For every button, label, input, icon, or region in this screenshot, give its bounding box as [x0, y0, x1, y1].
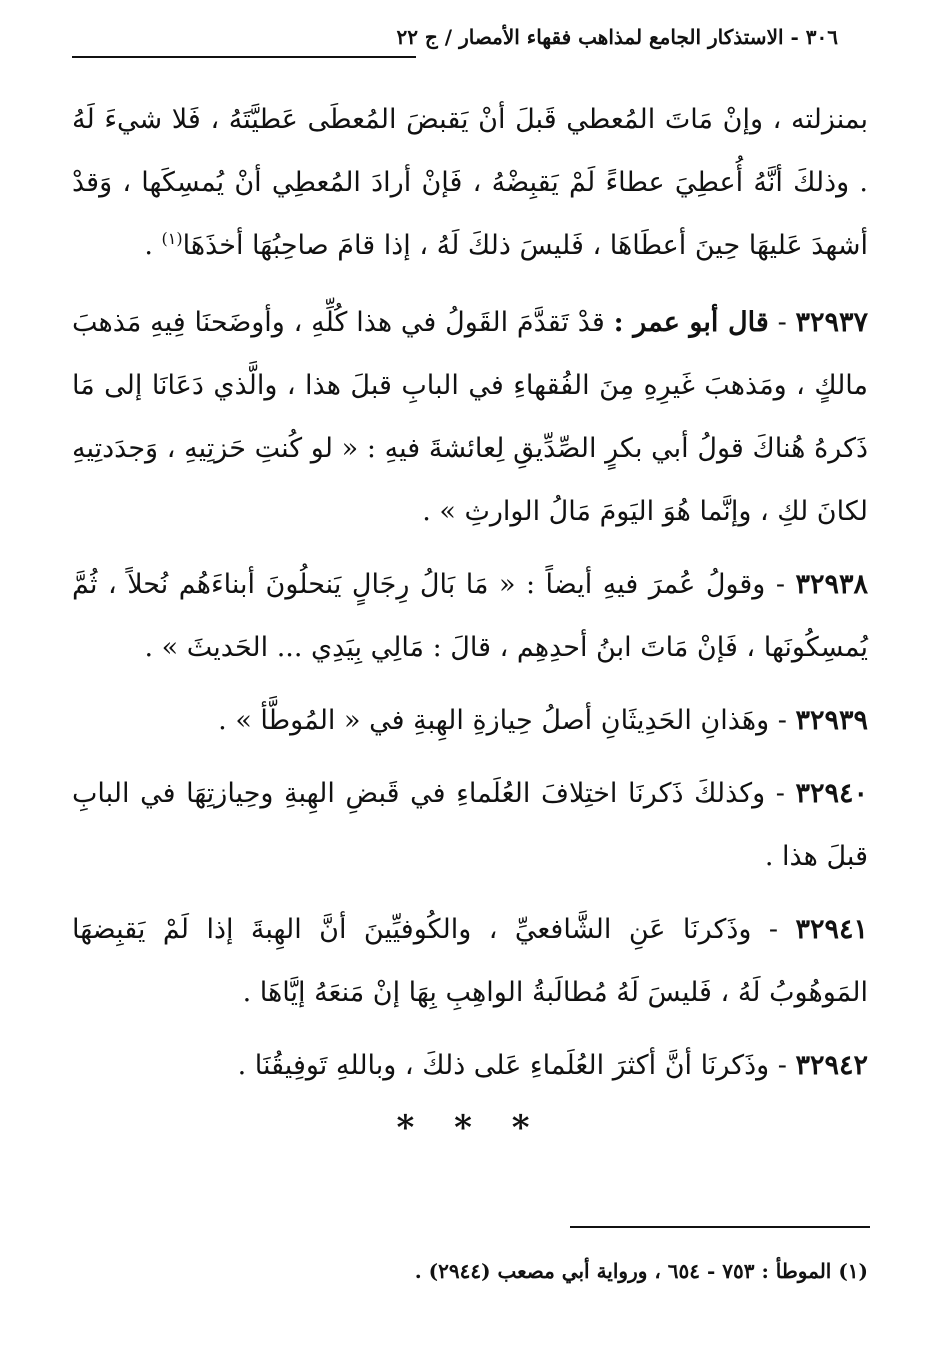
paragraph-number: ٣٢٩٣٩: [795, 705, 868, 736]
paragraph-32940: ٣٢٩٤٠ - وكذلكَ ذَكرنَا اختِلافَ العُلَماءِ في قَبضِ الهِبةِ وحِيازتِهَا في البابِ قبلَ هذا .: [72, 778, 868, 872]
paragraph-text: وقولُ عُمرَ فيهِ أيضاً : « مَا بَالُ رِجَالٍ يَنحلُونَ أبناءَهُم نُحلاً ، ثُمَّ يُمسِكُونَها ، فَإنْ مَاتَ ابنُ أحدِهِم ، قالَ : مَالِي بِيَدِي ... الحَديثَ » .: [72, 569, 868, 663]
paragraph-number: ٣٢٩٤١: [795, 914, 868, 945]
paragraph-text: وكذلكَ ذَكرنَا اختِلافَ العُلَماءِ في قَبضِ الهِبةِ وحِيازتِهَا في البابِ قبلَ هذا .: [72, 778, 868, 872]
paragraph-32939: ٣٢٩٣٩ - وهَذانِ الحَدِيثَانِ أصلُ حِيازةِ الهِبةِ في « المُوطَّأ » .: [218, 705, 868, 736]
footnote-marker[interactable]: (١): [161, 229, 183, 248]
paragraph-32942: ٣٢٩٤٢ - وذَكرنَا أنَّ أكثرَ العُلَماءِ عَلى ذلكَ ، وباللهِ تَوفِيقُنَا .: [237, 1050, 868, 1081]
paragraph-number: ٣٢٩٣٨: [795, 569, 868, 600]
paragraph-number: ٣٢٩٤٠: [795, 778, 868, 809]
paragraph-text: وهَذانِ الحَدِيثَانِ أصلُ حِيازةِ الهِبةِ في « المُوطَّأ » .: [218, 705, 770, 736]
section-separator: * * *: [396, 1108, 544, 1148]
speaker-label: قال أبو عمر :: [613, 307, 769, 338]
running-header: ٣٠٦ - الاستذكار الجامع لمذاهب فقهاء الأمصار / ج ٢٢: [396, 25, 838, 49]
footnote-rule: [570, 1226, 870, 1228]
paragraph-number: ٣٢٩٣٧: [795, 307, 869, 338]
paragraph-32941: ٣٢٩٤١ - وذَكرنَا عَنِ الشَّافعيِّ ، والكُوفيِّينَ أنَّ الهِبةَ إذا لَمْ يَقبِضهَا المَوهُوبُ لَهُ ، فَليسَ لَهُ مُطالَبةُ الواهِبِ بِهَا إنْ مَنعَهُ إيَّاهَا .: [72, 914, 868, 1008]
paragraph-tail: .: [144, 230, 162, 261]
footnote: (١) الموطأ : ٧٥٣ - ٦٥٤ ، ورواية أبي مصعب (٢٩٤٤) .: [414, 1259, 868, 1283]
paragraph-32937: ٣٢٩٣٧ - قال أبو عمر : قدْ تَقدَّمَ القَولُ في هذا كُلِّهِ ، وأوضَحنَا فِيهِ مَذهبَ مالكٍ ، ومَذهبَ غَيرِهِ مِنَ الفُقهاءِ في البابِ قبلَ هذا ، والَّذي دَعَانَا إلى مَا ذَكرهُ هُناكَ قولُ أبي بكرٍ الصِّدِّيقِ لِعائشةَ فيهِ : « لو كُنتِ حَزتِيهِ ، وَجدَدتِيهِ لكانَ لكِ ، وإنَّما هُوَ اليَومَ مَالُ الوارثِ » .: [72, 307, 869, 527]
paragraph-number: ٣٢٩٤٢: [795, 1050, 868, 1081]
paragraph-text: وذَكرنَا أنَّ أكثرَ العُلَماءِ عَلى ذلكَ ، وباللهِ تَوفِيقُنَا .: [237, 1050, 770, 1081]
main-text: [72, 88, 868, 1107]
paragraph-continuation: [72, 88, 868, 277]
header-rule: [72, 56, 416, 58]
paragraph-32938: ٣٢٩٣٨ - وقولُ عُمرَ فيهِ أيضاً : « مَا بَالُ رِجَالٍ يَنحلُونَ أبناءَهُم نُحلاً ، ثُمَّ يُمسِكُونَها ، فَإنْ مَاتَ ابنُ أحدِهِم ، قالَ : مَالِي بِيَدِي ... الحَديثَ » .: [72, 569, 868, 663]
paragraph-text: وذَكرنَا عَنِ الشَّافعيِّ ، والكُوفيِّينَ أنَّ الهِبةَ إذا لَمْ يَقبِضهَا المَوهُوبُ لَهُ ، فَليسَ لَهُ مُطالَبةُ الواهِبِ بِهَا إنْ مَنعَهُ إيَّاهَا .: [72, 914, 868, 1008]
paragraph-text: قدْ تَقدَّمَ القَولُ في هذا كُلِّهِ ، وأوضَحنَا فِيهِ مَذهبَ مالكٍ ، ومَذهبَ غَيرِهِ مِنَ الفُقهاءِ في البابِ قبلَ هذا ، والَّذي دَعَانَا إلى مَا ذَكرهُ هُناكَ قولُ أبي بكرٍ الصِّدِّيقِ لِعائشةَ فيهِ : « لو كُنتِ حَزتِيهِ ، وَجدَدتِيهِ لكانَ لكِ ، وإنَّما هُوَ اليَومَ مَالُ الوارثِ » .: [72, 307, 868, 527]
paragraph-text: بمنزلته ، وإنْ مَاتَ المُعطي قَبلَ أنْ يَقبضَ المُعطَى عَطيَّتَهُ ، فَلا شيءَ لَهُ . وذلكَ أنَّهُ أُعطِيَ عطاءً لَمْ يَقبِضْهُ ، فَإنْ أرادَ المُعطِي أنْ يُمسِكَها ، وَقدْ أشهدَ عَليهَا حِينَ أعطَاهَا ، فَليسَ ذلكَ لَهُ ، إذا قامَ صاحِبُهَا أخذَهَا: [72, 104, 868, 261]
